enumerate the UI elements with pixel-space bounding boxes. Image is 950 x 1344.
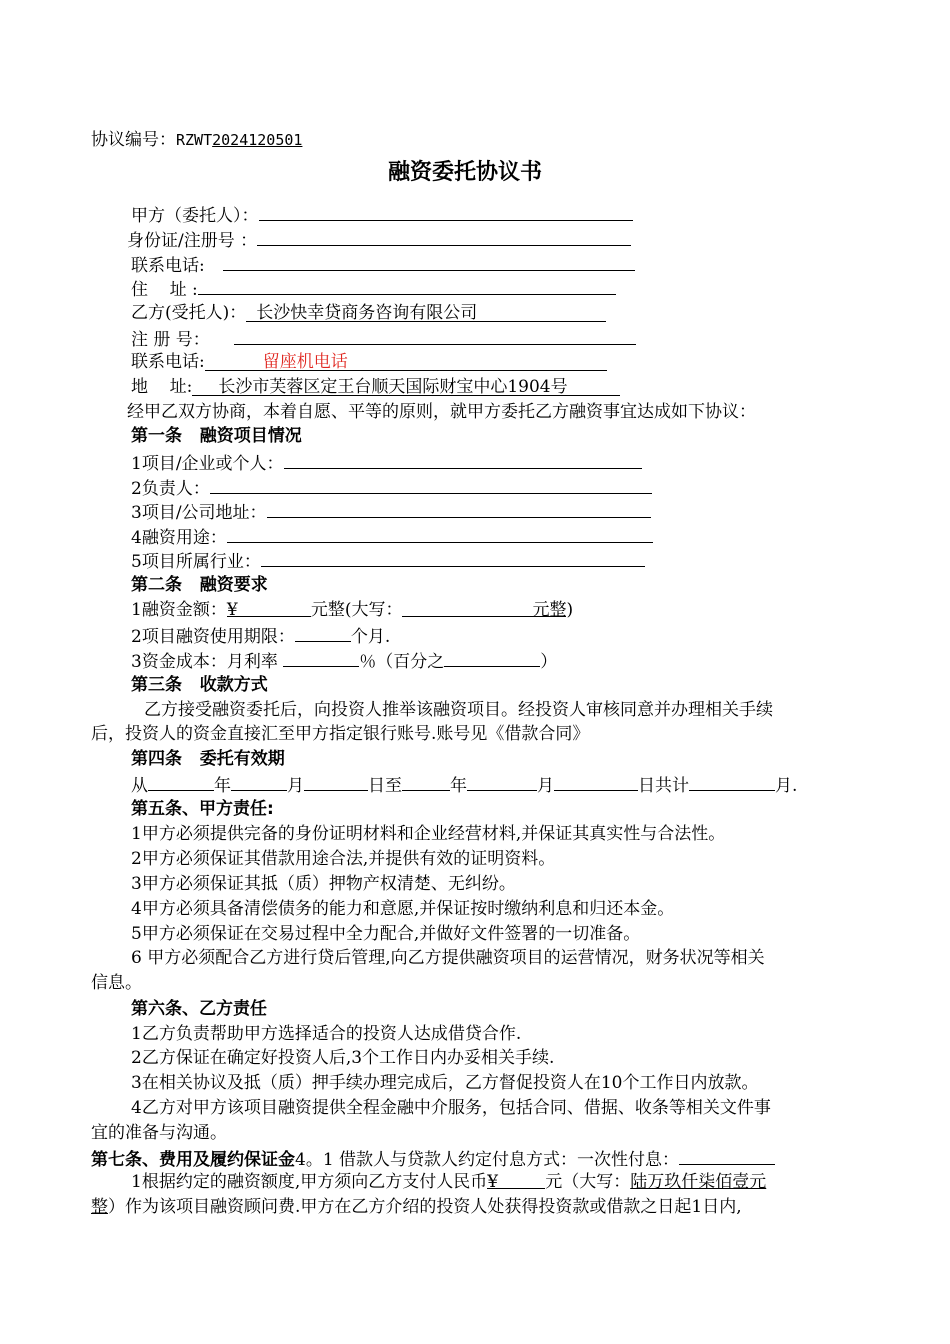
doc-number	[91, 128, 302, 152]
art6-item-2: 2乙方保证在确定好投资人后,3个工作日内办妥相关手续.	[131, 1048, 555, 1068]
art7-line-1	[131, 1170, 766, 1194]
art5-item-3: 3甲方必须保证其抵（质）押物产权清楚、无纠纷。	[131, 874, 516, 894]
art2-amount-end: 元整	[532, 600, 567, 620]
art5-item-6-cont: 信息。	[91, 973, 142, 993]
art1-item-4-label: 4融资用途：	[131, 528, 227, 548]
article-3-heading: 第三条 收款方式	[131, 675, 268, 695]
art1-item-5	[131, 548, 645, 574]
art2-cost-line	[131, 648, 557, 674]
art6-item-4-cont: 宜的准备与沟通。	[91, 1123, 227, 1143]
doc-number-value: 2024120501	[212, 131, 303, 149]
art5-item-1: 1甲方必须提供完备的身份证明材料和企业经营材料,并保证其真实性与合法性。	[131, 824, 726, 844]
party-a-id-label: 身份证/注册号 ：	[127, 231, 258, 251]
art1-item-3-label: 3项目/公司地址：	[131, 503, 267, 523]
art7-line-2	[91, 1195, 742, 1219]
party-b-name-value: 长沙快幸贷商务咨询有限公司	[256, 303, 478, 323]
art2-amount-label: 1融资金额：	[131, 600, 227, 620]
doc-number-label: 协议编号：	[91, 130, 176, 150]
art5-item-4: 4甲方必须具备清偿债务的能力和意愿,并保证按时缴纳利息和归还本金。	[131, 899, 675, 919]
party-a-address-line	[131, 276, 616, 302]
art6-item-1: 1乙方负责帮助甲方选择适合的投资人达成借贷合作.	[131, 1024, 522, 1044]
art4-day-to: 日至	[368, 776, 402, 796]
art6-item-4: 4乙方对甲方该项目融资提供全程金融中介服务，包括合同、借据、收条等相关文件事	[131, 1098, 771, 1118]
art5-item-2: 2甲方必须保证其借款用途合法,并提供有效的证明资料。	[131, 849, 556, 869]
party-b-address-value: 长沙市芙蓉区定王台顺天国际财宝中心1904号	[218, 377, 568, 397]
article-7-line	[91, 1146, 775, 1172]
art4-month: 月	[287, 776, 304, 796]
article-4-heading: 第四条 委托有效期	[131, 749, 285, 769]
party-b-phone-label: 联系电话:	[131, 352, 205, 372]
article-7-heading: 第七条、费用及履约保证金	[91, 1150, 295, 1170]
article-5-heading: 第五条、甲方责任:	[131, 799, 274, 819]
art2-cost-end: ）	[540, 652, 558, 672]
party-b-phone-line	[131, 350, 607, 374]
art2-period-unit: 个月.	[350, 627, 391, 647]
article-2-heading: 第二条 融资要求	[131, 575, 268, 595]
party-b-address-line	[131, 375, 620, 399]
art4-month2: 月	[537, 776, 554, 796]
art7-line1-b: 元（大写：	[545, 1172, 631, 1192]
article-6-heading: 第六条、乙方责任	[131, 999, 267, 1019]
party-a-name-line	[131, 202, 633, 228]
art4-from: 从	[131, 776, 148, 796]
party-a-phone-line	[131, 252, 635, 278]
art7-line1-a: 1根据约定的融资额度,甲方须向乙方支付人民币	[131, 1172, 488, 1192]
art7-inline: 4。1 借款人与贷款人约定付息方式：一次性付息：	[295, 1150, 680, 1170]
intro-text: 经甲乙双方协商，本着自愿、平等的原则，就甲方委托乙方融资事宜达成如下协议：	[127, 402, 756, 422]
art4-year: 年	[214, 776, 231, 796]
art2-period-label: 2项目融资使用期限：	[131, 627, 295, 647]
art6-item-3: 3在相关协议及抵（质）押手续办理完成后，乙方督促投资人在10个工作日内放款。	[131, 1073, 759, 1093]
art4-total: 日共计	[638, 776, 689, 796]
art1-item-1-label: 1项目/企业或个人：	[131, 454, 284, 474]
document-title: 融资委托协议书	[388, 160, 543, 185]
party-a-name-label: 甲方（委托人）：	[131, 206, 259, 226]
party-b-phone-value: 留座机电话	[262, 352, 348, 372]
party-a-address-blank	[198, 276, 616, 295]
art3-text-1: 乙方接受融资委托后，向投资人推举该融资项目。经投资人审核同意并办理相关手续	[144, 700, 773, 720]
art7-yen-sign: ¥	[487, 1172, 499, 1192]
art1-item-2-label: 2负责人：	[131, 479, 210, 499]
art4-period-line	[131, 772, 797, 798]
art1-item-2	[131, 475, 652, 501]
party-a-address-label: 住 址 :	[131, 280, 198, 300]
party-a-id-line	[127, 227, 631, 253]
art2-close-paren: )	[566, 600, 574, 620]
art3-text-2: 后，投资人的资金直接汇至甲方指定银行账号.账号见《借款合同》	[91, 724, 590, 744]
party-b-reg-line	[131, 326, 636, 352]
art2-cost-label: 3资金成本：月利率	[131, 652, 278, 672]
party-a-phone-label: 联系电话:	[131, 256, 205, 276]
party-a-id-blank	[257, 227, 631, 246]
art5-item-6: 6 甲方必须配合乙方进行贷后管理,向乙方提供融资项目的运营情况，财务状况等相关	[131, 948, 765, 968]
art7-line2-b: ）作为该项目融资顾问费.甲方在乙方介绍的投资人处获得投资款或借款之日起1日内,	[108, 1197, 742, 1217]
art1-item-1	[131, 450, 642, 476]
art4-month-end: 月.	[775, 776, 798, 796]
party-b-name-label: 乙方(受托人)：	[131, 303, 247, 323]
party-b-reg-label: 注 册 号：	[131, 330, 210, 350]
party-b-address-label: 地 址:	[131, 377, 193, 397]
art1-item-4	[131, 524, 653, 550]
party-b-name-line	[131, 301, 606, 325]
art5-item-5: 5甲方必须保证在交易过程中全力配合,并做好文件签署的一切准备。	[131, 924, 641, 944]
article-1-heading: 第一条 融资项目情况	[131, 426, 302, 446]
art2-amount-mid: 元整(大写：	[310, 600, 403, 620]
party-a-name-blank	[259, 202, 633, 221]
yen-sign: ¥	[226, 600, 238, 620]
art7-line2-a: 整	[91, 1197, 108, 1217]
art2-period-line	[131, 623, 390, 649]
art1-item-5-label: 5项目所属行业：	[131, 552, 261, 572]
art7-line1-c: 陆万玖仟柒佰壹元	[630, 1172, 767, 1192]
doc-number-prefix: RZWT	[176, 131, 213, 149]
party-b-reg-blank	[234, 326, 636, 345]
party-a-phone-blank	[223, 252, 635, 271]
art1-item-3	[131, 499, 651, 525]
art2-amount-line	[131, 598, 573, 622]
art2-cost-mid: ％（百分之	[359, 652, 445, 672]
art4-year2: 年	[450, 776, 467, 796]
